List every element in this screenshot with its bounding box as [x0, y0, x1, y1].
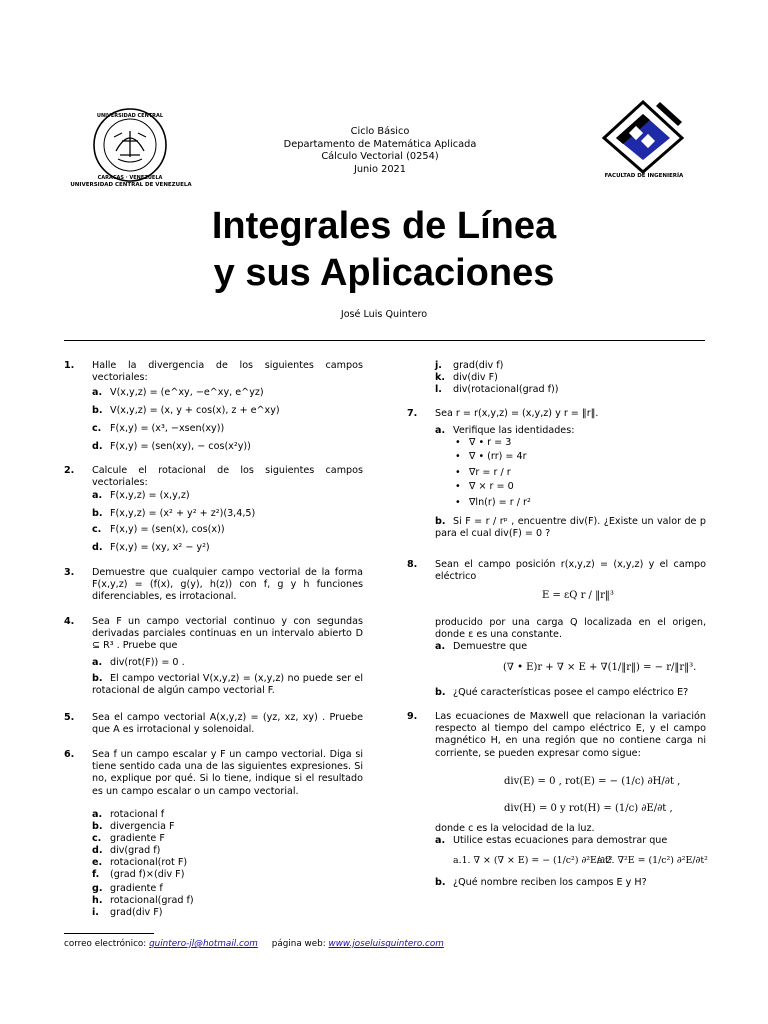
identity-2: • ∇ • (rr) = 4r: [455, 451, 527, 462]
problem-9b: b. ¿Qué nombre reciben los campos E y H?: [435, 877, 647, 888]
problem-8-text-2: producido por una carga Q localizada en el origen, donde ε es una constante.: [435, 617, 706, 641]
problem-9a: a. Utilice estas ecuaciones para demostrar que: [435, 835, 668, 846]
problem-7a: a. Verifique las identidades:: [435, 425, 575, 436]
problem-8-text: Sean el campo posición r(x,y,z) = (x,y,z) y el campo eléctrico: [435, 559, 706, 583]
problem-7-text: Sea r = r(x,y,z) = (x,y,z) y r = ‖r‖.: [435, 408, 599, 419]
problem-6-number: 6.: [64, 749, 75, 760]
problem-2d: d. F(x,y) = (xy, x² − y²): [92, 542, 210, 553]
problem-4b: b. El campo vectorial V(x,y,z) = (x,y,z) no puede ser el rotacional de algún campo vectorial F.: [92, 673, 363, 697]
problem-1c: c. F(x,y) = (x³, −xsen(xy)): [92, 423, 225, 434]
problem-6h: h. rotacional(grad f): [92, 895, 194, 906]
problem-9-text-2: donde c es la velocidad de la luz.: [435, 823, 595, 834]
problem-6j: j. grad(div f): [435, 360, 504, 371]
email-label: correo electrónico:: [64, 939, 147, 949]
left-column: [64, 360, 364, 920]
website-link[interactable]: www.joseluisquintero.com: [328, 939, 444, 949]
problem-7-number: 7.: [407, 408, 418, 419]
problem-9-a1: a.1. ∇ × (∇ × E) = − (1/c²) ∂²E/∂t²: [453, 855, 613, 866]
facultad-caption: FACULTAD DE INGENIERÍA: [604, 173, 684, 179]
identity-5: • ∇ln(r) = r / r²: [455, 497, 531, 508]
problem-4a: a. div(rot(F)) = 0 .: [92, 657, 185, 668]
problem-2-text: Calcule el rotacional de los siguientes campos vectoriales:: [92, 465, 363, 489]
problem-6d: d. div(grad f): [92, 845, 161, 856]
problem-4-number: 4.: [64, 616, 75, 627]
identity-3: • ∇r = r / r: [455, 467, 511, 478]
identity-1: • ∇ • r = 3: [455, 437, 512, 448]
title-divider: [64, 340, 705, 341]
problem-2c: c. F(x,y) = (sen(x), cos(x)): [92, 524, 225, 535]
problem-4-text: Sea F un campo vectorial continuo y con segundas derivadas parciales continuas en un intervalo abierto D ⊆ R³ . Pruebe que: [92, 616, 363, 652]
problem-2-number: 2.: [64, 465, 75, 476]
title-line-2: y sus Aplicaciones: [213, 252, 555, 294]
problem-3-text: Demuestre que cualquier campo vectorial de la forma F(x,y,z) = (f(x), g(y), h(z)) con f, g y h funciones diferenciables, es irrotacional.: [92, 567, 363, 603]
problem-2b: b. F(x,y,z) = (x² + y² + z²)(3,4,5): [92, 508, 256, 519]
problem-3-number: 3.: [64, 567, 75, 578]
problem-6e: e. rotacional(rot F): [92, 857, 188, 868]
ucv-seal-logo: [92, 107, 168, 183]
problem-6k: k. div(div F): [435, 372, 498, 383]
problem-8b: b. ¿Qué características posee el campo eléctrico E?: [435, 687, 689, 698]
problem-6c: c. gradiente F: [92, 833, 165, 844]
problem-8a: a. Demuestre que: [435, 641, 528, 652]
header-line-2: Departamento de Matemática Aplicada: [283, 138, 477, 150]
email-link[interactable]: quintero-jl@hotmail.com: [149, 939, 258, 949]
problem-6f: f. (grad f)×(div F): [92, 869, 185, 880]
problem-6-text: Sea f un campo escalar y F un campo vectorial. Diga si tiene sentido cada una de las siguientes expresiones. Si no, explique por qué. Si lo tiene, indique si el resultado es un campo escalar o un campo vectorial.: [92, 749, 363, 797]
problem-1-text: Halle la divergencia de los siguientes campos vectoriales:: [92, 360, 363, 384]
problem-6i: i. grad(div F): [92, 907, 163, 918]
problem-2a: a. F(x,y,z) = (x,y,z): [92, 490, 190, 501]
header-line-4: Junio 2021: [353, 163, 407, 175]
problem-5-number: 5.: [64, 712, 75, 723]
electric-field-equation: E = εQ r / ‖r‖³: [542, 590, 614, 601]
maxwell-equation-2: div(H) = 0 y rot(H) = (1/c) ∂E/∂t ,: [504, 803, 673, 814]
identity-4: • ∇ × r = 0: [455, 481, 514, 492]
problem-1d: d. F(x,y) = (sen(xy), − cos(x²y)): [92, 441, 251, 452]
maxwell-equation-1: div(E) = 0 , rot(E) = − (1/c) ∂H/∂t ,: [504, 776, 681, 787]
page-title: [60, 203, 708, 297]
web-label: página web:: [271, 939, 326, 949]
header-line-3: Cálculo Vectorial (0254): [321, 151, 439, 162]
title-line-1: Integrales de Línea: [211, 205, 557, 247]
course-header: [230, 126, 530, 176]
problem-5-text: Sea el campo vectorial A(x,y,z) = (yz, xz, xy) . Pruebe que A es irrotacional y solenoidal.: [92, 712, 363, 736]
problem-8-identity: (∇ • E)r + ∇ × E + ∇(1/‖r‖) = − r/‖r‖³.: [503, 662, 697, 673]
problem-1-number: 1.: [64, 360, 75, 371]
problem-6a: a. rotacional f: [92, 809, 165, 820]
ucv-caption: UNIVERSIDAD CENTRAL DE VENEZUELA: [70, 182, 192, 188]
problem-1a: a. V(x,y,z) = (e^xy, −e^xy, e^yz): [92, 387, 264, 398]
header-line-1: Ciclo Básico: [350, 126, 410, 137]
svg-text:UNIVERSIDAD CENTRAL: UNIVERSIDAD CENTRAL: [96, 113, 164, 119]
problem-9-number: 9.: [407, 711, 418, 722]
problem-1b: b. V(x,y,z) = (x, y + cos(x), z + e^xy): [92, 405, 280, 416]
facultad-ingenieria-logo: [598, 98, 688, 174]
footnote-divider: [64, 933, 154, 934]
problem-6l: l. div(rotacional(grad f)): [435, 384, 559, 395]
problem-9-text: Las ecuaciones de Maxwell que relacionan la variación respecto al tiempo del campo eléctrico E, y el campo magnético H, en una región que no contiene carga ni corriente, se pueden expresar como sigue:: [435, 711, 706, 759]
problem-8-number: 8.: [407, 559, 418, 570]
problem-7b: b. Si F = r / rᵖ , encuentre div(F). ¿Existe un valor de p para el cual div(F) = 0 ?: [435, 516, 706, 540]
problem-6b: b. divergencia F: [92, 821, 175, 832]
problem-9-a2: a.2. ∇²E = (1/c²) ∂²E/∂t²: [597, 855, 708, 866]
right-column: [407, 360, 707, 900]
footer-contact: [64, 939, 444, 949]
author-name: José Luis Quintero: [340, 309, 428, 320]
svg-text:CARACAS · VENEZUELA: CARACAS · VENEZUELA: [97, 175, 163, 181]
problem-6g: g. gradiente f: [92, 883, 163, 894]
